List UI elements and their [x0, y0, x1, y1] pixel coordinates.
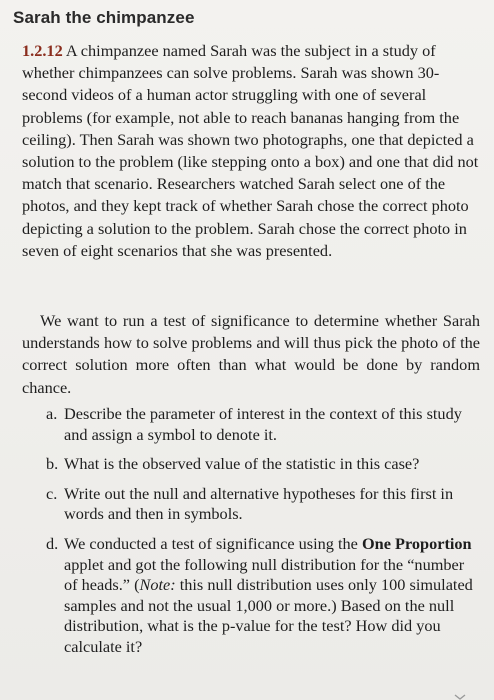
test-description: We want to run a test of significance to determine whether Sarah understands how to solve problems and will thus pick the photo of the correct solution more often than what would be done by random chance.	[22, 311, 480, 397]
question-text: Write out the null and alternative hypotheses for this first in words and then in symbols.	[64, 483, 454, 524]
question-text: Describe the parameter of interest in the context of this study and assign a symbol to denote it.	[64, 404, 462, 444]
question-b	[46, 454, 476, 475]
question-label: c.	[46, 483, 58, 503]
question-text: What is the observed value of the statistic in this case?	[64, 454, 420, 474]
question-label: a.	[46, 404, 58, 423]
note-label: Note:	[139, 575, 176, 595]
question-list	[46, 404, 476, 667]
page-title: Sarah the chimpanzee	[13, 8, 195, 27]
question-c	[46, 484, 476, 525]
question-label: d.	[46, 533, 59, 553]
question-text-pre: We conducted a test of significance using the	[64, 533, 362, 553]
chevron-down-icon[interactable]	[454, 694, 466, 700]
question-label: b.	[46, 454, 59, 474]
question-text-mid: applet and got the following null distribution for the “number of heads.” (	[64, 554, 465, 595]
question-text-post: this null distribution uses only 100 simulated samples and not the usual 1,000 or more.) Based on the null distribution, what is the p-value for the test? How did you calculate it?	[64, 575, 473, 656]
problem-number: 1.2.12	[22, 41, 63, 60]
question-d	[46, 534, 476, 658]
problem-text: A chimpanzee named Sarah was the subject in a study of whether chimpanzees can solve problems. Sarah was shown 30-second videos of a human actor struggling with one of several problems (for example, not able to reach bananas hanging from the ceiling). Then Sarah was shown two photographs, one that depicted a solution to the problem (like stepping onto a box) and one that did not match that scenario. Researchers watched Sarah select one of the photos, and they kept track of whether Sarah chose the correct photo depicting a solution to the problem. Sarah chose the correct photo in seven of eight scenarios that she was presented.	[22, 41, 479, 260]
applet-name: One Proportion	[361, 533, 472, 553]
problem-statement	[22, 40, 480, 262]
question-a	[46, 404, 476, 445]
